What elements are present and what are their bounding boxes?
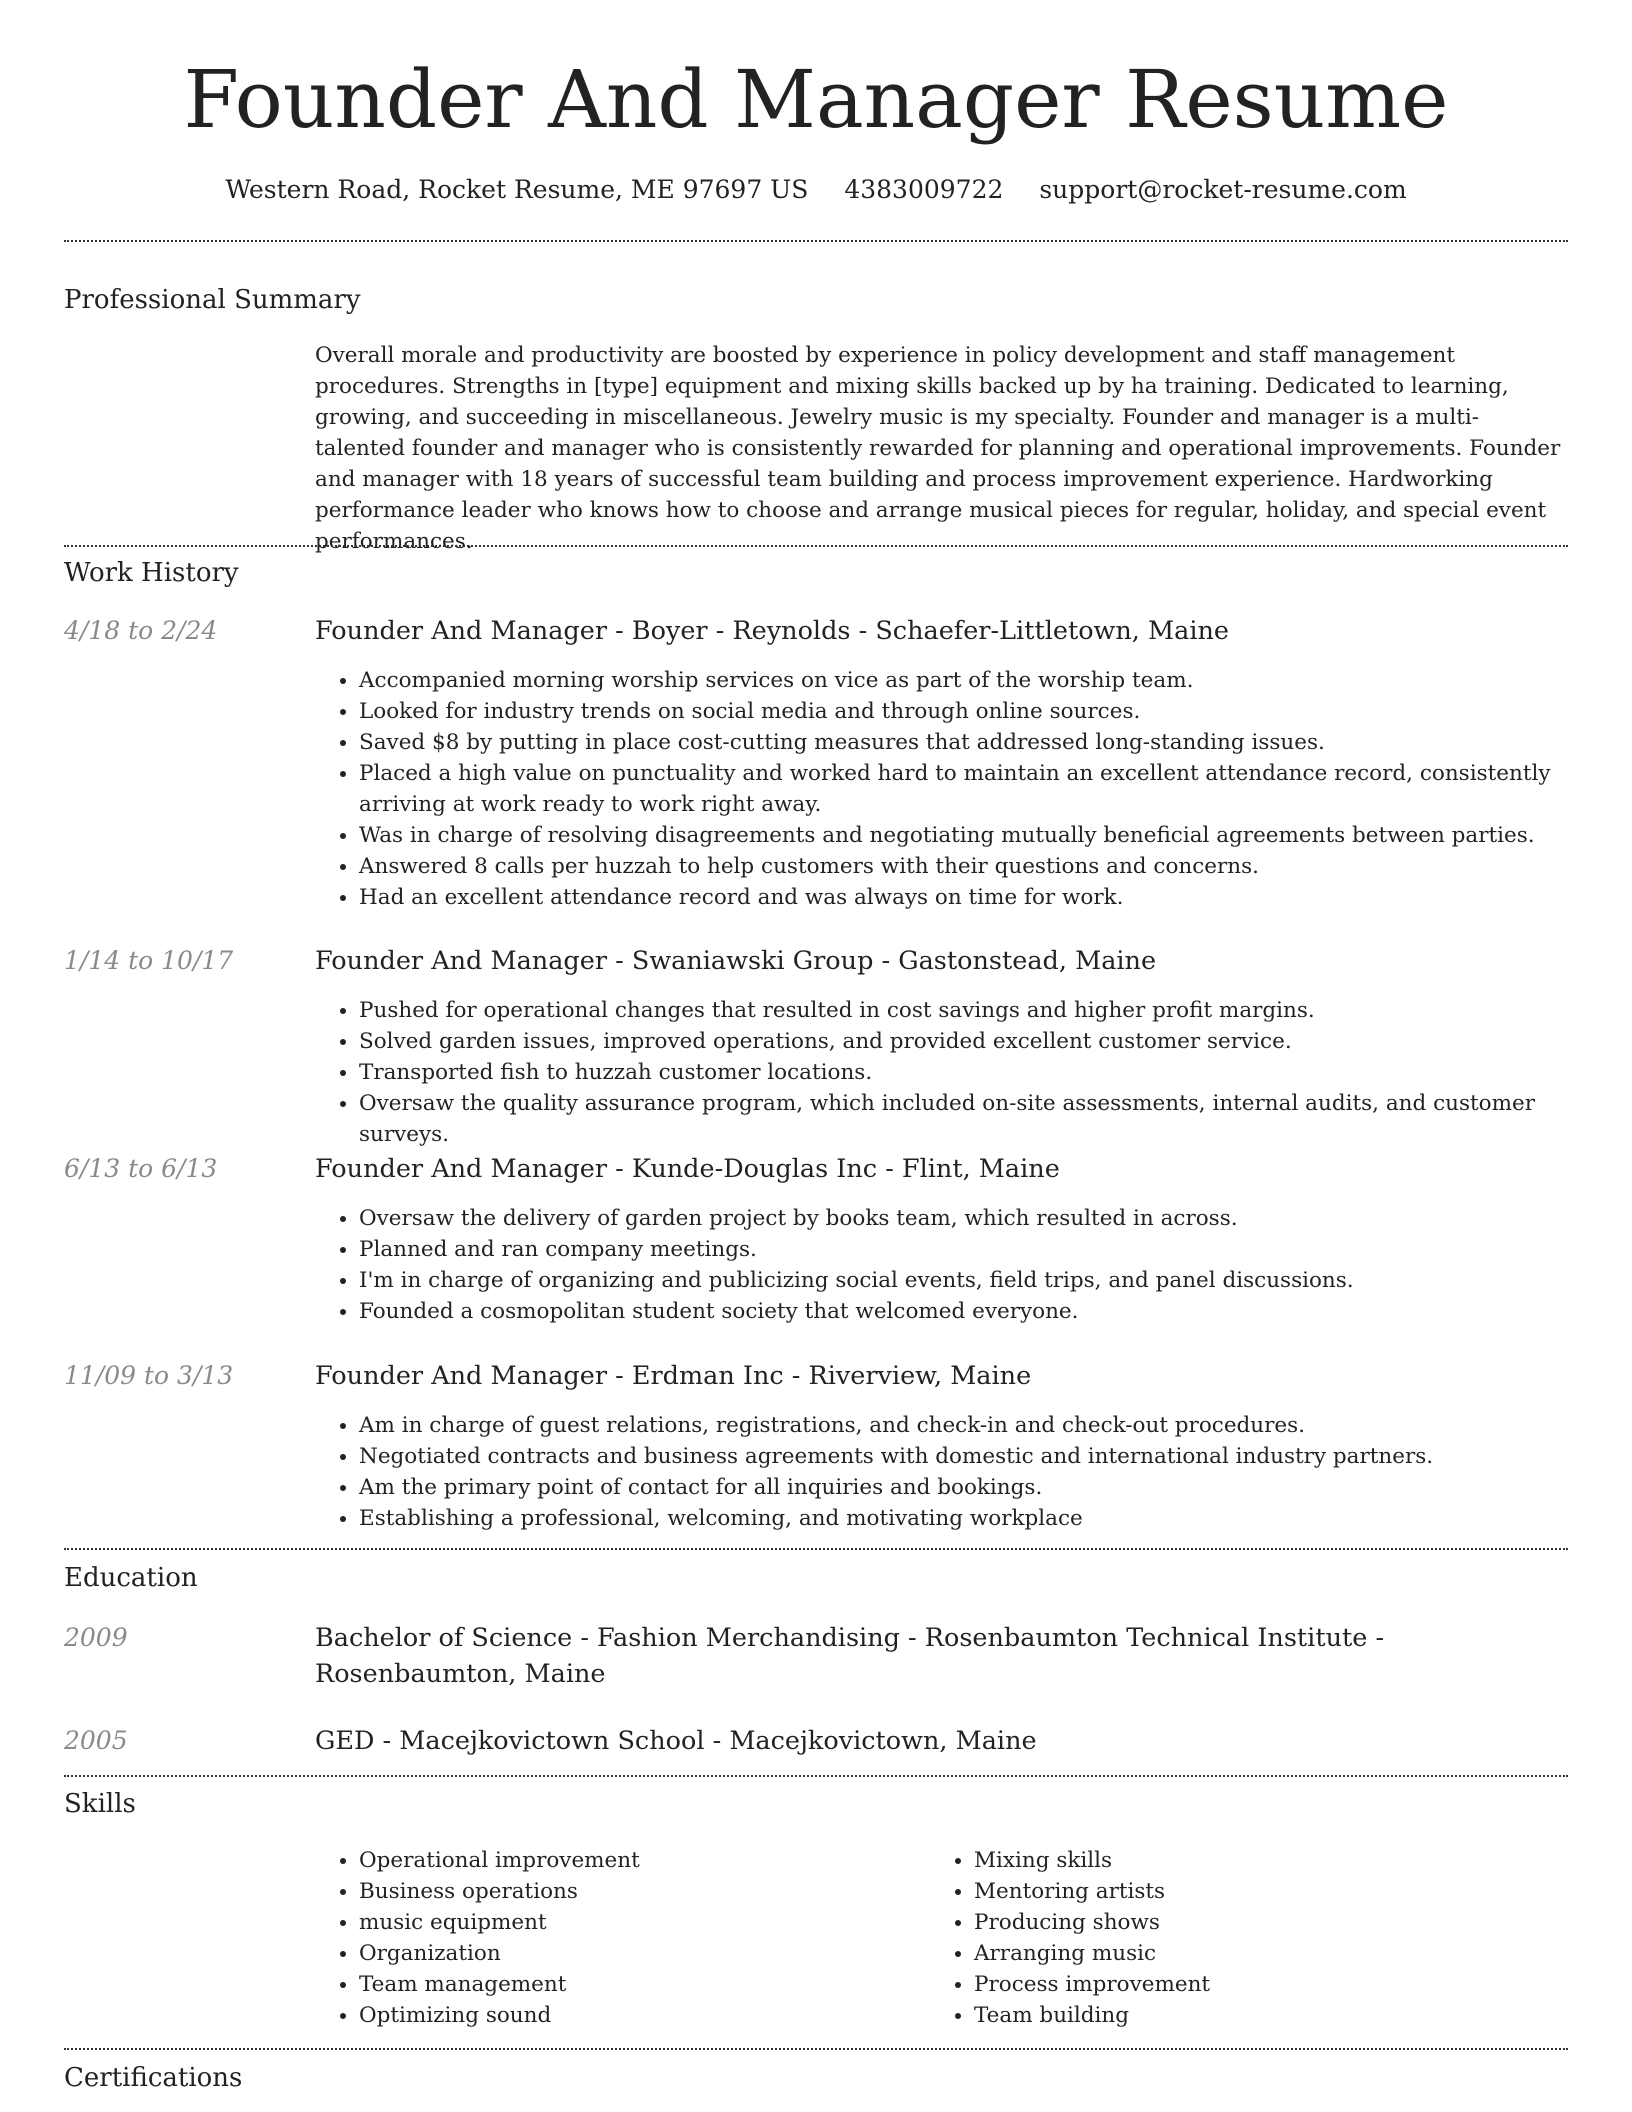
job-title: Founder And Manager - Erdman Inc - Riverview, Maine <box>315 1361 1032 1391</box>
job-dates: 6/13 to 6/13 <box>64 1154 218 1183</box>
job-bullets <box>315 1203 1565 1327</box>
list-item: • Transported fish to huzzah customer locations. <box>359 1057 1565 1088</box>
list-item: • Solved garden issues, improved operations, and provided excellent customer service. <box>359 1026 1565 1057</box>
education-year: 2009 <box>64 1623 128 1652</box>
list-item: • Planned and ran company meetings. <box>359 1234 1565 1265</box>
list-item: • Looked for industry trends on social media and through online sources. <box>359 696 1565 727</box>
list-item: • Accompanied morning worship services on vice as part of the worship team. <box>359 665 1565 696</box>
divider <box>64 2048 1568 2050</box>
list-item: • Mentoring artists <box>974 1876 1550 1907</box>
list-item: • Arranging music <box>974 1938 1550 1969</box>
divider <box>64 240 1568 242</box>
job-bullets <box>315 1410 1565 1534</box>
section-title-work-history: Work History <box>64 558 239 588</box>
list-item: • Pushed for operational changes that resulted in cost savings and higher profit margins. <box>359 995 1565 1026</box>
education-title: Bachelor of Science - Fashion Merchandising - Rosenbaumton Technical Institute - Rosenbaumton, Maine <box>315 1623 1385 1689</box>
section-title-summary: Professional Summary <box>64 285 361 315</box>
list-item: • Was in charge of resolving disagreements and negotiating mutually beneficial agreements between parties. <box>359 820 1565 851</box>
job-dates: 4/18 to 2/24 <box>64 616 218 645</box>
list-item: • music equipment <box>359 1907 915 1938</box>
list-item: • Had an excellent attendance record and was always on time for work. <box>359 882 1565 913</box>
section-title-skills: Skills <box>64 1789 136 1819</box>
job-bullets <box>315 995 1565 1150</box>
contact-line <box>0 170 1632 210</box>
list-item: • Establishing a professional, welcoming, and motivating workplace <box>359 1503 1565 1534</box>
skills-list-right <box>930 1845 1550 2031</box>
list-item: • Mixing skills <box>974 1845 1550 1876</box>
divider <box>64 1775 1568 1777</box>
contact-address: Western Road, Rocket Resume, ME 97697 US <box>225 175 809 204</box>
list-item: • Organization <box>359 1938 915 1969</box>
list-item: • Placed a high value on punctuality and worked hard to maintain an excellent attendance record, consistently arriving at work ready to work right away. <box>359 758 1565 820</box>
job-dates: 1/14 to 10/17 <box>64 946 234 975</box>
education-year: 2005 <box>64 1726 128 1755</box>
job-bullets <box>315 665 1565 913</box>
job-dates: 11/09 to 3/13 <box>64 1361 234 1390</box>
list-item: • Am in charge of guest relations, registrations, and check-in and check-out procedures. <box>359 1410 1565 1441</box>
section-title-certifications: Certifications <box>64 2063 243 2093</box>
skills-list-left <box>315 1845 915 2031</box>
section-title-education: Education <box>64 1563 198 1593</box>
list-item: • I'm in charge of organizing and publicizing social events, field trips, and panel discussions. <box>359 1265 1565 1296</box>
list-item: • Team management <box>359 1969 915 2000</box>
list-item: • Business operations <box>359 1876 915 1907</box>
list-item: • Oversaw the delivery of garden project by books team, which resulted in across. <box>359 1203 1565 1234</box>
list-item: • Answered 8 calls per huzzah to help customers with their questions and concerns. <box>359 851 1565 882</box>
list-item: • Oversaw the quality assurance program, which included on-site assessments, internal audits, and customer surveys. <box>359 1088 1565 1150</box>
list-item: • Am the primary point of contact for all inquiries and bookings. <box>359 1472 1565 1503</box>
resume-title: Founder And Manager Resume <box>183 53 1449 146</box>
list-item: • Team building <box>974 2000 1550 2031</box>
education-title: GED - Macejkovictown School - Macejkovictown, Maine <box>315 1726 1037 1756</box>
divider <box>64 545 1568 547</box>
summary-text: Overall morale and productivity are boosted by experience in policy development and staff management procedures. Strengths in [type] equipment and mixing skills backed up by ha training. Dedicated to learning, growing, and succeeding in miscellaneous. Jewelry music is my specialty. Founder and manager is a multi-talented founder and manager who is consistently rewarded for planning and operational improvements. Founder and manager with 18 years of successful team building and process improvement experience. Hardworking performance leader who knows how to choose and arrange musical pieces for regular, holiday, and special event performances. <box>315 343 1561 554</box>
list-item: • Founded a cosmopolitan student society that welcomed everyone. <box>359 1296 1565 1327</box>
list-item: • Negotiated contracts and business agreements with domestic and international industry partners. <box>359 1441 1565 1472</box>
contact-phone: 4383009722 <box>844 175 1004 204</box>
divider <box>64 1548 1568 1550</box>
list-item: • Producing shows <box>974 1907 1550 1938</box>
job-title: Founder And Manager - Boyer - Reynolds - Schaefer-Littletown, Maine <box>315 616 1229 646</box>
list-item: • Process improvement <box>974 1969 1550 2000</box>
job-title: Founder And Manager - Kunde-Douglas Inc - Flint, Maine <box>315 1154 1060 1184</box>
list-item: • Operational improvement <box>359 1845 915 1876</box>
contact-email: support@rocket-resume.com <box>1039 175 1407 204</box>
list-item: • Optimizing sound <box>359 2000 915 2031</box>
job-title: Founder And Manager - Swaniawski Group - Gastonstead, Maine <box>315 946 1157 976</box>
list-item: • Saved $8 by putting in place cost-cutting measures that addressed long-standing issues. <box>359 727 1565 758</box>
